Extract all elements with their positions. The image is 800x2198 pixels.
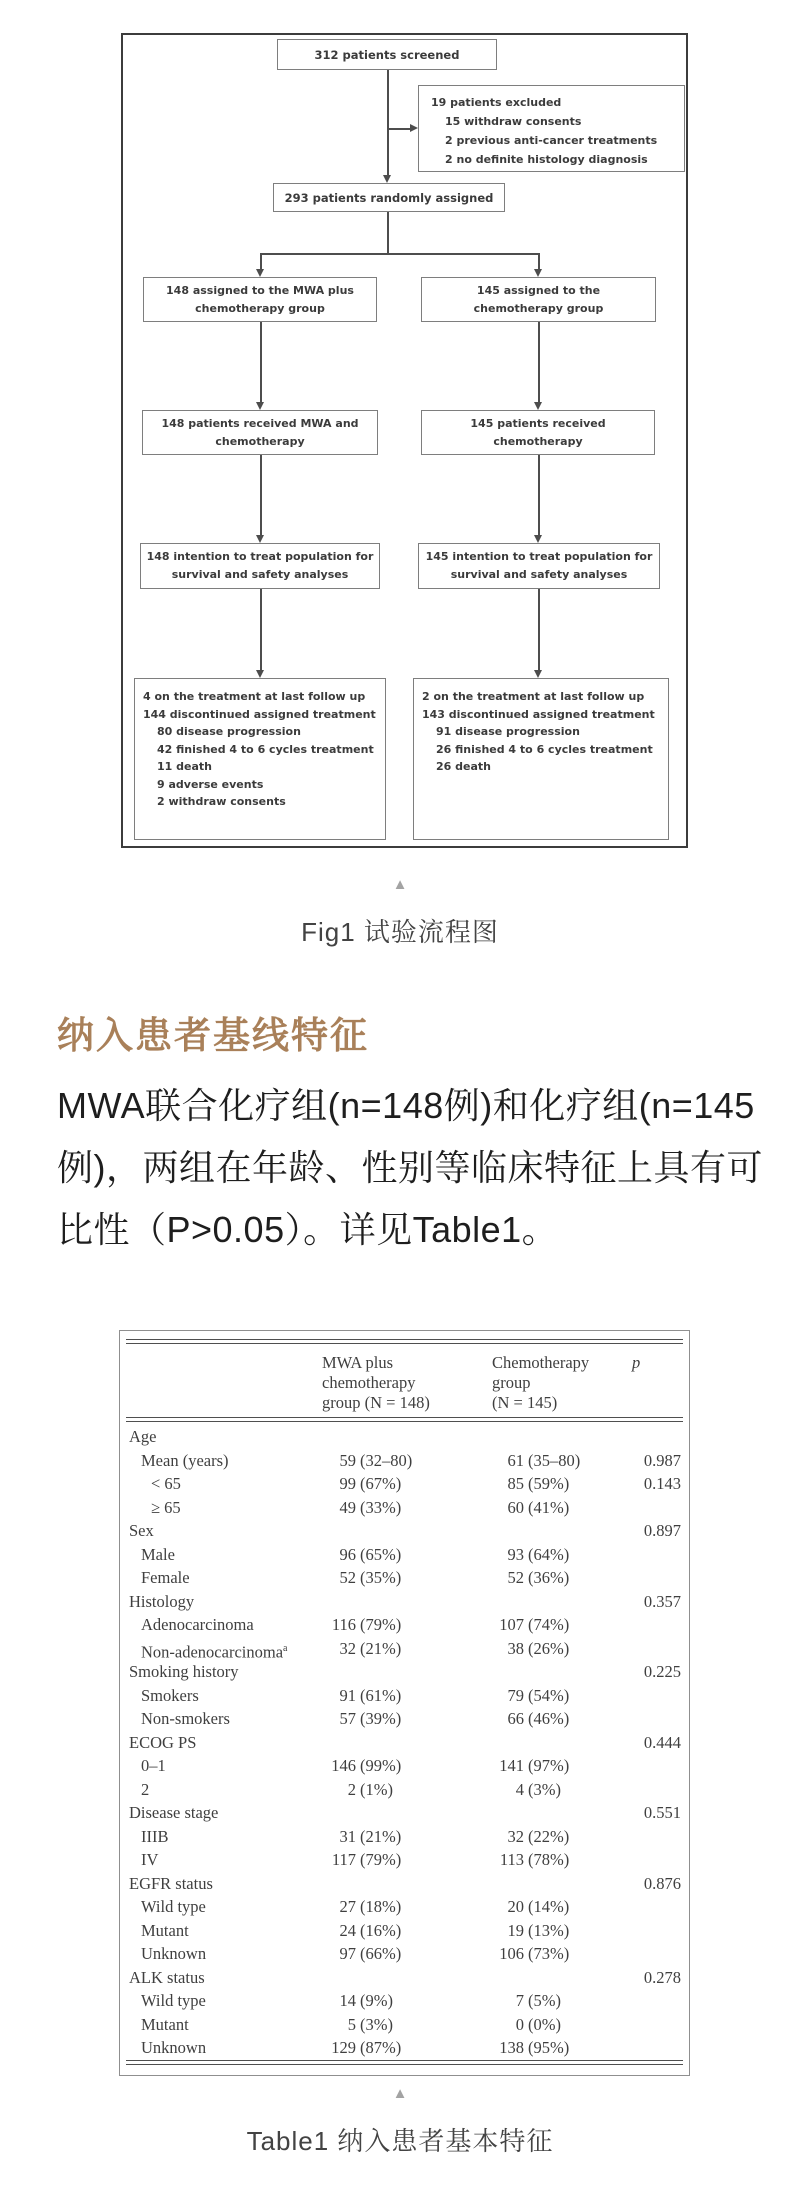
flow-connector-line bbox=[538, 455, 540, 536]
row-p-value: 0.987 bbox=[643, 1450, 681, 1470]
table-header-line: chemotherapy bbox=[322, 1373, 416, 1392]
flow-connector-line bbox=[538, 322, 540, 403]
row-value: 93 (64%) bbox=[507, 1544, 570, 1564]
flow-connector-line bbox=[260, 253, 539, 255]
arrow-down-icon bbox=[256, 535, 264, 543]
flow-connector-line bbox=[388, 128, 410, 130]
flow-box-line: survival and safety analyses bbox=[450, 568, 628, 581]
row-value: 99 (67%) bbox=[339, 1474, 402, 1493]
row-label: IIIB bbox=[141, 1826, 169, 1846]
flow-box-screened: 312 patients screened bbox=[277, 39, 497, 70]
table-row bbox=[120, 1754, 689, 1778]
row-value: 2 (1%) bbox=[347, 1779, 393, 1799]
flow-box-line: 4 on the treatment at last follow up bbox=[143, 690, 366, 703]
row-value: 129 (87%) bbox=[331, 2038, 402, 2057]
table-top-rule bbox=[126, 1339, 683, 1344]
table-row bbox=[120, 1919, 689, 1943]
flow-box-line: chemotherapy bbox=[493, 434, 583, 448]
arrow-down-icon bbox=[534, 402, 542, 410]
flow-box-line: 148 intention to treat population for bbox=[146, 550, 374, 563]
section-paragraph: MWA联合化疗组(n=148例)和化疗组(n=145例)，两组在年龄、性别等临床特征上具有可比性（P>0.05）。详见Table1。 bbox=[57, 1085, 763, 1250]
table-row bbox=[120, 1942, 689, 1966]
table-row bbox=[120, 1895, 689, 1919]
row-value: 107 (74%) bbox=[499, 1615, 570, 1634]
row-p-value: 0.876 bbox=[643, 1873, 681, 1893]
flow-box-line: 145 intention to treat population for bbox=[425, 550, 653, 563]
flow-box-line: 148 assigned to the MWA plus bbox=[166, 283, 354, 297]
table-row bbox=[120, 1613, 689, 1637]
row-value: 91 (61%) bbox=[339, 1685, 402, 1705]
table-header-p: p bbox=[632, 1353, 641, 1372]
flow-box-excluded bbox=[418, 85, 685, 172]
row-label: < 65 bbox=[151, 1474, 181, 1493]
table-row bbox=[120, 1684, 689, 1708]
row-label: 2 bbox=[141, 1779, 150, 1799]
table-header-col-chemo bbox=[492, 1353, 589, 1413]
table-row bbox=[120, 1660, 689, 1684]
table-body bbox=[120, 1425, 689, 2060]
table-header-line: MWA plus bbox=[322, 1353, 394, 1372]
flow-box-line: chemotherapy group bbox=[473, 301, 604, 315]
table-row bbox=[120, 1778, 689, 1802]
row-label: Age bbox=[129, 1427, 157, 1446]
arrow-right-icon bbox=[410, 124, 418, 132]
table-header-line: (N = 145) bbox=[492, 1393, 558, 1412]
flow-box-line: 143 discontinued assigned treatment bbox=[422, 707, 655, 721]
flow-connector-line bbox=[260, 589, 262, 671]
row-value: 27 (18%) bbox=[339, 1897, 402, 1916]
table-row bbox=[120, 1731, 689, 1755]
row-label: Mutant bbox=[141, 2014, 189, 2034]
flow-box-line: 80 disease progression bbox=[157, 725, 301, 738]
table1-caption: Table1 纳入患者基本特征 bbox=[246, 2126, 554, 2156]
row-label: Disease stage bbox=[129, 1803, 219, 1822]
flow-box-chemo-assigned bbox=[421, 277, 656, 322]
table-row bbox=[120, 1472, 689, 1496]
flow-box-randomized: 293 patients randomly assigned bbox=[273, 183, 505, 212]
flow-box-line: 26 finished 4 to 6 cycles treatment bbox=[436, 742, 653, 756]
row-p-value: 0.897 bbox=[643, 1521, 681, 1540]
row-value: 32 (21%) bbox=[339, 1638, 402, 1658]
row-label: Non-adenocarcinoma$^a$ bbox=[141, 1642, 288, 1661]
table-row bbox=[120, 1590, 689, 1614]
row-value: 5 (3%) bbox=[347, 2014, 393, 2034]
flow-box-chemo-itt bbox=[418, 543, 660, 589]
row-value: 31 (21%) bbox=[339, 1826, 402, 1846]
row-p-value: 0.225 bbox=[643, 1662, 681, 1681]
table-row bbox=[120, 1637, 689, 1661]
flow-box-chemo-received bbox=[421, 410, 655, 455]
row-label: Mean (years) bbox=[141, 1450, 229, 1470]
flow-box-mwa-assigned bbox=[143, 277, 377, 322]
row-value: 0 (0%) bbox=[515, 2014, 561, 2034]
table-header-line: group bbox=[492, 1373, 531, 1392]
row-label: Smoking history bbox=[129, 1662, 239, 1681]
row-label: Unknown bbox=[141, 1944, 207, 1963]
table-row bbox=[120, 1425, 689, 1449]
row-label: ≥ 65 bbox=[151, 1497, 181, 1517]
row-p-value: 0.551 bbox=[643, 1803, 681, 1822]
row-value: 85 (59%) bbox=[507, 1474, 570, 1493]
flow-box-line: 9 adverse events bbox=[157, 777, 264, 791]
row-value: 19 (13%) bbox=[507, 1920, 570, 1940]
flow-box-line: 19 patients excluded bbox=[431, 96, 562, 109]
table-header-line: group (N = 148) bbox=[322, 1393, 430, 1412]
row-value: 24 (16%) bbox=[339, 1920, 402, 1940]
row-value: 66 (46%) bbox=[507, 1709, 570, 1728]
row-label: Sex bbox=[129, 1521, 154, 1540]
row-value: 97 (66%) bbox=[339, 1944, 402, 1963]
table-row bbox=[120, 1519, 689, 1543]
row-label: Wild type bbox=[141, 1991, 206, 2010]
row-value: 20 (14%) bbox=[507, 1897, 570, 1916]
row-value: 106 (73%) bbox=[499, 1944, 570, 1963]
row-p-value: 0.444 bbox=[643, 1732, 681, 1752]
row-value: 117 (79%) bbox=[331, 1850, 402, 1869]
table-header-col-mwa bbox=[322, 1353, 430, 1413]
row-label: Unknown bbox=[141, 2038, 207, 2057]
row-label: Female bbox=[141, 1568, 190, 1587]
flow-connector-line bbox=[260, 322, 262, 403]
row-label: Male bbox=[141, 1544, 175, 1564]
flow-box-line: 144 discontinued assigned treatment bbox=[143, 707, 376, 721]
row-value: 7 (5%) bbox=[515, 1991, 561, 2010]
row-label: Mutant bbox=[141, 1920, 189, 1940]
flow-connector-line bbox=[387, 212, 389, 253]
row-label: EGFR status bbox=[129, 1873, 213, 1893]
table-row bbox=[120, 1872, 689, 1896]
flow-box-line: 148 patients received MWA and bbox=[161, 416, 359, 430]
table-row bbox=[120, 1496, 689, 1520]
flow-connector-line bbox=[260, 455, 262, 536]
row-value: 59 (32–80) bbox=[339, 1450, 413, 1470]
arrow-down-icon bbox=[534, 670, 542, 678]
row-value: 146 (99%) bbox=[331, 1756, 402, 1775]
table-header-rule bbox=[126, 1417, 683, 1422]
flow-connector-line bbox=[260, 253, 262, 270]
row-p-value: 0.357 bbox=[643, 1591, 681, 1611]
row-label: ECOG PS bbox=[129, 1732, 197, 1752]
arrow-down-icon bbox=[256, 402, 264, 410]
section-heading: 纳入患者基线特征 bbox=[57, 1013, 369, 1057]
table-header-line: Chemotherapy bbox=[492, 1353, 590, 1372]
flow-box-line: 145 assigned to the bbox=[476, 283, 601, 297]
flow-connector-line bbox=[538, 253, 540, 270]
triangle-up-icon: ▲ bbox=[392, 876, 408, 893]
arrow-down-icon bbox=[256, 269, 264, 277]
row-value: 141 (97%) bbox=[499, 1756, 570, 1775]
table-row bbox=[120, 1801, 689, 1825]
row-label: Smokers bbox=[141, 1685, 199, 1705]
flow-box-line: 26 death bbox=[436, 760, 491, 773]
flow-box-line: survival and safety analyses bbox=[171, 568, 349, 581]
row-value: 138 (95%) bbox=[499, 2038, 570, 2057]
flow-box-line: 91 disease progression bbox=[436, 725, 580, 738]
row-value: 113 (78%) bbox=[499, 1850, 570, 1869]
table-row bbox=[120, 1566, 689, 1590]
row-value: 32 (22%) bbox=[507, 1826, 570, 1846]
row-value: 52 (35%) bbox=[339, 1568, 402, 1587]
row-label: Histology bbox=[129, 1591, 195, 1611]
flow-box-line: 2 previous anti-cancer treatments bbox=[445, 134, 658, 147]
table-row bbox=[120, 1848, 689, 1872]
table-row bbox=[120, 1966, 689, 1990]
table-row bbox=[120, 1825, 689, 1849]
table-row bbox=[120, 2036, 689, 2060]
row-label: 0–1 bbox=[141, 1756, 166, 1775]
flow-box-mwa-received bbox=[142, 410, 378, 455]
flow-box-line: 145 patients received bbox=[470, 416, 606, 430]
flow-box-mwa-outcome bbox=[134, 678, 386, 840]
row-label: Adenocarcinoma bbox=[141, 1615, 254, 1634]
table1-figure bbox=[119, 1330, 690, 2076]
table-row bbox=[120, 1989, 689, 2013]
arrow-down-icon bbox=[256, 670, 264, 678]
row-value: 49 (33%) bbox=[339, 1497, 402, 1517]
table-row bbox=[120, 2013, 689, 2037]
triangle-up-icon: ▲ bbox=[392, 2085, 408, 2102]
row-value: 38 (26%) bbox=[507, 1638, 570, 1658]
consort-flow-diagram bbox=[121, 33, 688, 848]
flow-box-line: 42 finished 4 to 6 cycles treatment bbox=[157, 742, 374, 756]
row-label: ALK status bbox=[129, 1967, 205, 1987]
row-value: 57 (39%) bbox=[339, 1709, 402, 1728]
row-p-value: 0.143 bbox=[643, 1474, 681, 1493]
row-value: 79 (54%) bbox=[507, 1685, 570, 1705]
arrow-down-icon bbox=[383, 175, 391, 183]
flow-box-line: chemotherapy group bbox=[195, 301, 325, 315]
row-value: 52 (36%) bbox=[507, 1568, 570, 1587]
flow-connector-line bbox=[538, 589, 540, 671]
flow-box-line: 2 no definite histology diagnosis bbox=[445, 153, 648, 166]
table-row bbox=[120, 1449, 689, 1473]
row-label: Non-smokers bbox=[141, 1709, 230, 1728]
flow-connector-line bbox=[387, 70, 389, 178]
table-row bbox=[120, 1543, 689, 1567]
arrow-down-icon bbox=[534, 535, 542, 543]
row-value: 4 (3%) bbox=[515, 1779, 561, 1799]
fig1-caption: Fig1 试验流程图 bbox=[301, 917, 499, 947]
flow-box-mwa-itt bbox=[140, 543, 380, 589]
row-p-value: 0.278 bbox=[643, 1967, 681, 1987]
row-value: 116 (79%) bbox=[331, 1615, 402, 1634]
row-label: Wild type bbox=[141, 1897, 206, 1916]
flow-box-chemo-outcome bbox=[413, 678, 669, 840]
flow-box-line: 15 withdraw consents bbox=[445, 115, 582, 128]
flow-box-line: 2 on the treatment at last follow up bbox=[422, 690, 645, 703]
flow-box-line: 2 withdraw consents bbox=[157, 795, 286, 808]
row-value: 14 (9%) bbox=[339, 1991, 393, 2010]
arrow-down-icon bbox=[534, 269, 542, 277]
row-value: 60 (41%) bbox=[507, 1497, 570, 1517]
table-bottom-rule bbox=[126, 2060, 683, 2065]
flow-box-line: 11 death bbox=[157, 760, 212, 773]
row-value: 61 (35–80) bbox=[507, 1450, 581, 1470]
table-row bbox=[120, 1707, 689, 1731]
row-value: 96 (65%) bbox=[339, 1544, 402, 1564]
flow-box-line: chemotherapy bbox=[215, 434, 305, 448]
row-label: IV bbox=[141, 1850, 159, 1869]
